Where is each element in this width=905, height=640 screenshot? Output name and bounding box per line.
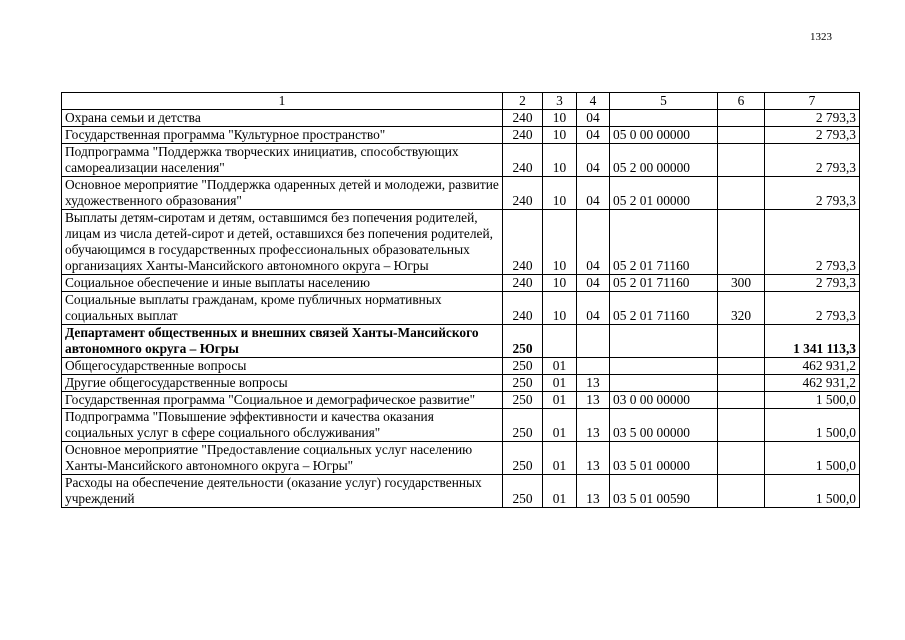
- expense-type-cell: [718, 475, 765, 508]
- subsection-cell: 04: [577, 110, 610, 127]
- amount-cell: 2 793,3: [765, 144, 860, 177]
- admin-code-cell: 250: [503, 392, 543, 409]
- row-name-cell: Государственная программа "Социальное и демографическое развитие": [62, 392, 503, 409]
- table-row: [62, 442, 860, 475]
- expense-type-cell: [718, 409, 765, 442]
- row-name-cell: Департамент общественных и внешних связей Ханты-Мансийского автономного округа – Югры: [62, 325, 503, 358]
- budget-table: [61, 92, 860, 508]
- row-name-cell: Подпрограмма "Повышение эффективности и качества оказания социальных услуг в сфере социального обслуживания": [62, 409, 503, 442]
- admin-code-cell: 250: [503, 475, 543, 508]
- expense-type-cell: [718, 110, 765, 127]
- row-name-cell: Подпрограмма "Поддержка творческих инициатив, способствующих самореализации населения": [62, 144, 503, 177]
- row-name-cell: Другие общегосударственные вопросы: [62, 375, 503, 392]
- row-name-cell: Основное мероприятие "Предоставление социальных услуг населению Ханты-Мансийского автономного округа – Югры": [62, 442, 503, 475]
- section-cell: 10: [543, 210, 577, 275]
- subsection-cell: [577, 358, 610, 375]
- subsection-cell: 04: [577, 127, 610, 144]
- column-header: 6: [718, 93, 765, 110]
- expense-type-cell: 320: [718, 292, 765, 325]
- admin-code-cell: 240: [503, 210, 543, 275]
- table-row: [62, 144, 860, 177]
- subsection-cell: 04: [577, 144, 610, 177]
- section-cell: 10: [543, 127, 577, 144]
- section-cell: 01: [543, 475, 577, 508]
- target-article-cell: [610, 110, 718, 127]
- row-name-cell: Общегосударственные вопросы: [62, 358, 503, 375]
- admin-code-cell: 240: [503, 127, 543, 144]
- admin-code-cell: 240: [503, 177, 543, 210]
- admin-code-cell: 240: [503, 144, 543, 177]
- subsection-cell: 13: [577, 442, 610, 475]
- expense-type-cell: [718, 144, 765, 177]
- admin-code-cell: 250: [503, 442, 543, 475]
- expense-type-cell: [718, 392, 765, 409]
- amount-cell: 1 500,0: [765, 475, 860, 508]
- row-name-cell: Охрана семьи и детства: [62, 110, 503, 127]
- row-name-cell: Социальное обеспечение и иные выплаты населению: [62, 275, 503, 292]
- subsection-cell: 13: [577, 409, 610, 442]
- amount-cell: 2 793,3: [765, 210, 860, 275]
- expense-type-cell: [718, 177, 765, 210]
- section-cell: 10: [543, 144, 577, 177]
- expense-type-cell: [718, 442, 765, 475]
- target-article-cell: 05 2 01 71160: [610, 292, 718, 325]
- amount-cell: 2 793,3: [765, 110, 860, 127]
- row-name-cell: Основное мероприятие "Поддержка одаренных детей и молодежи, развитие художественного образования": [62, 177, 503, 210]
- column-header: 3: [543, 93, 577, 110]
- table-row: [62, 392, 860, 409]
- target-article-cell: 05 2 01 71160: [610, 275, 718, 292]
- admin-code-cell: 240: [503, 292, 543, 325]
- admin-code-cell: 240: [503, 110, 543, 127]
- table-row: [62, 177, 860, 210]
- target-article-cell: 03 5 00 00000: [610, 409, 718, 442]
- column-header: 1: [62, 93, 503, 110]
- row-name-cell: Социальные выплаты гражданам, кроме публичных нормативных социальных выплат: [62, 292, 503, 325]
- subsection-cell: 04: [577, 177, 610, 210]
- table-header-row: [62, 93, 860, 110]
- admin-code-cell: 250: [503, 409, 543, 442]
- admin-code-cell: 250: [503, 325, 543, 358]
- admin-code-cell: 250: [503, 375, 543, 392]
- section-cell: 01: [543, 392, 577, 409]
- subsection-cell: 04: [577, 275, 610, 292]
- expense-type-cell: [718, 325, 765, 358]
- expense-type-cell: [718, 210, 765, 275]
- section-cell: 01: [543, 375, 577, 392]
- amount-cell: 2 793,3: [765, 292, 860, 325]
- page-number: 1323: [810, 31, 832, 43]
- subsection-cell: 13: [577, 475, 610, 508]
- amount-cell: 2 793,3: [765, 127, 860, 144]
- amount-cell: 2 793,3: [765, 177, 860, 210]
- column-header: 7: [765, 93, 860, 110]
- section-cell: 10: [543, 177, 577, 210]
- target-article-cell: 03 5 01 00000: [610, 442, 718, 475]
- target-article-cell: 05 2 01 00000: [610, 177, 718, 210]
- table-row: [62, 210, 860, 275]
- target-article-cell: 05 2 01 71160: [610, 210, 718, 275]
- expense-type-cell: [718, 358, 765, 375]
- subsection-cell: [577, 325, 610, 358]
- section-cell: 10: [543, 110, 577, 127]
- amount-cell: 1 500,0: [765, 442, 860, 475]
- column-header: 2: [503, 93, 543, 110]
- table-row: [62, 475, 860, 508]
- section-cell: 10: [543, 275, 577, 292]
- row-name-cell: Государственная программа "Культурное пространство": [62, 127, 503, 144]
- table-row: [62, 110, 860, 127]
- table-row: [62, 275, 860, 292]
- subsection-cell: 13: [577, 392, 610, 409]
- target-article-cell: 03 0 00 00000: [610, 392, 718, 409]
- subsection-cell: 04: [577, 210, 610, 275]
- expense-type-cell: [718, 127, 765, 144]
- target-article-cell: [610, 375, 718, 392]
- row-name-cell: Выплаты детям-сиротам и детям, оставшимся без попечения родителей, лицам из числа детей-сирот и детей, оставшихся без попечения родителей, обучающимся в государственных профессиональных образовательных организациях Ханты-Мансийского автономного округа – Югры: [62, 210, 503, 275]
- target-article-cell: 05 2 00 00000: [610, 144, 718, 177]
- section-cell: 10: [543, 292, 577, 325]
- table-row: [62, 127, 860, 144]
- table-row: [62, 358, 860, 375]
- section-cell: [543, 325, 577, 358]
- column-header: 5: [610, 93, 718, 110]
- target-article-cell: [610, 325, 718, 358]
- table-row: [62, 409, 860, 442]
- target-article-cell: [610, 358, 718, 375]
- section-cell: 01: [543, 409, 577, 442]
- admin-code-cell: 250: [503, 358, 543, 375]
- expense-type-cell: 300: [718, 275, 765, 292]
- amount-cell: 462 931,2: [765, 358, 860, 375]
- amount-cell: 1 341 113,3: [765, 325, 860, 358]
- subsection-cell: 13: [577, 375, 610, 392]
- section-cell: 01: [543, 358, 577, 375]
- admin-code-cell: 240: [503, 275, 543, 292]
- table-row: [62, 375, 860, 392]
- target-article-cell: 05 0 00 00000: [610, 127, 718, 144]
- amount-cell: 2 793,3: [765, 275, 860, 292]
- table-row: [62, 292, 860, 325]
- amount-cell: 462 931,2: [765, 375, 860, 392]
- table-row: [62, 325, 860, 358]
- column-header: 4: [577, 93, 610, 110]
- target-article-cell: 03 5 01 00590: [610, 475, 718, 508]
- amount-cell: 1 500,0: [765, 392, 860, 409]
- subsection-cell: 04: [577, 292, 610, 325]
- section-cell: 01: [543, 442, 577, 475]
- amount-cell: 1 500,0: [765, 409, 860, 442]
- row-name-cell: Расходы на обеспечение деятельности (оказание услуг) государственных учреждений: [62, 475, 503, 508]
- expense-type-cell: [718, 375, 765, 392]
